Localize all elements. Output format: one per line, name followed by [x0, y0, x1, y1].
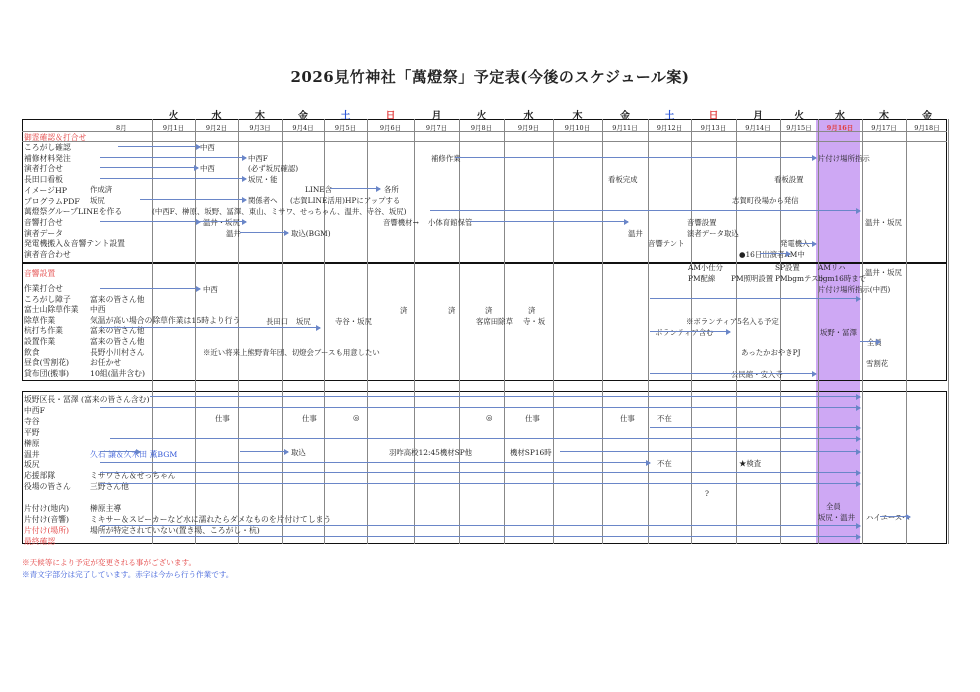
schedule-entry: 看板設置 — [774, 175, 804, 184]
schedule-entry: ハイエースへ — [866, 513, 910, 522]
day-of-week: 日 — [385, 111, 396, 122]
day-of-week: 水 — [211, 111, 222, 122]
timeline-arrow — [100, 525, 860, 526]
schedule-entry: 関係者へ — [248, 196, 278, 205]
schedule-entry: 演者データ取込 — [687, 229, 739, 238]
schedule-entry: 中西 — [203, 285, 218, 294]
timeline-arrow — [100, 178, 246, 179]
timeline-arrow — [650, 298, 860, 299]
timeline-arrow — [650, 427, 860, 428]
row-detail: 富来の皆さん他 — [90, 326, 145, 336]
schedule-entry: 坂尻・温井 — [818, 513, 855, 522]
schedule-entry: (必ず坂尻確認) — [248, 164, 299, 173]
row-label: 片付け(場所) — [24, 525, 70, 535]
row-label: 作業打合せ — [24, 284, 63, 293]
date-cell: 9月5日 — [334, 124, 357, 132]
timeline-arrow — [430, 210, 860, 211]
row-label: 除草作業 — [24, 315, 56, 325]
grid-line — [282, 119, 283, 544]
schedule-entry: 不在 — [657, 414, 672, 423]
day-of-week: 火 — [794, 111, 804, 122]
row-label: 榊原 — [24, 438, 40, 448]
schedule-entry: 全員 — [826, 502, 841, 511]
schedule-entry: あったかおやきPJ — [741, 348, 801, 357]
timeline-arrow — [100, 157, 246, 158]
schedule-entry: 客席田除草 — [476, 317, 513, 326]
schedule-entry: 温井・坂尻 — [865, 268, 902, 277]
date-cell: 9月14日 — [745, 124, 771, 132]
row-detail: 久石 譲＆久木田 薫BGM — [90, 449, 178, 459]
grid-line — [22, 141, 947, 142]
day-of-week: 木 — [255, 111, 265, 122]
schedule-entry: 寺谷・坂尻 — [335, 317, 372, 326]
row-label: 演者データ — [24, 228, 63, 238]
timeline-arrow — [110, 438, 860, 439]
schedule-entry: 仕事 — [525, 414, 540, 423]
row-label: 萬燈祭グループLINEを作る — [24, 207, 123, 217]
schedule-entry: 取込 — [291, 448, 306, 457]
schedule-entry: (中西F、榊原、坂野、冨澤、東山、ミサワ、せっちゃん、温井、寺谷、坂尻) — [152, 207, 407, 216]
row-label: 貸布団(搬事) — [24, 368, 70, 378]
row-label: 杭打ち作業 — [24, 326, 63, 336]
timeline-arrow — [330, 188, 380, 189]
row-label: 発電機搬入＆音響テント設置 — [24, 239, 125, 249]
grid-line — [504, 119, 505, 544]
schedule-entry: 済 — [448, 306, 456, 315]
timeline-arrow — [560, 451, 860, 452]
timeline-arrow — [118, 146, 200, 147]
row-label: 演者音合わせ — [24, 250, 71, 259]
timeline-arrow — [100, 483, 860, 484]
row-label: 役場の皆さん — [24, 482, 71, 492]
row-label: 温井 — [24, 449, 40, 459]
schedule-entry: AMリハ — [818, 263, 846, 272]
row-label: 補修材料発注 — [24, 153, 71, 163]
day-of-week: 木 — [572, 111, 583, 122]
schedule-entry: 取込(BGM) — [291, 229, 331, 238]
schedule-entry: 仕事 — [302, 414, 317, 423]
timeline-arrow — [240, 232, 288, 233]
schedule-entry: 不在 — [657, 459, 672, 468]
schedule-entry: 坂尻 — [90, 196, 105, 205]
row-label: ころがし確認 — [24, 143, 71, 152]
date-cell: 9月2日 — [205, 124, 228, 132]
section-header: 御霊確認＆打合せ — [24, 133, 87, 142]
schedule-entry: ◎ — [486, 413, 493, 422]
schedule-entry: 済 — [400, 306, 408, 315]
schedule-entry: 音響機材→ — [383, 218, 419, 227]
date-cell: 9月7日 — [425, 124, 448, 132]
timeline-arrow — [100, 536, 860, 537]
grid-line — [818, 119, 819, 544]
schedule-entry: 音響設置 — [687, 218, 717, 227]
schedule-entry: 片付け場所指示(中西) — [818, 285, 891, 294]
schedule-entry: 作成済 — [90, 185, 113, 194]
schedule-entry: AM小仕分 — [688, 263, 724, 272]
date-cell: 9月13日 — [700, 124, 727, 132]
date-cell: 9月3日 — [249, 124, 271, 132]
schedule-entry: 温井 — [226, 229, 241, 238]
day-of-week: 金 — [922, 111, 932, 122]
timeline-arrow — [455, 157, 816, 158]
day-of-week: 日 — [708, 111, 719, 122]
row-label: 坂野区長・冨澤 (富来の皆さん含む) — [24, 395, 150, 404]
row-label: 長田口看板 — [24, 175, 63, 185]
day-of-week: 月 — [753, 111, 763, 122]
grid-line — [862, 119, 863, 544]
schedule-entry: SP設置 — [775, 263, 800, 272]
grid-line — [736, 119, 737, 544]
schedule-entry: 小体育館保管 — [428, 218, 473, 227]
timeline-arrow — [100, 327, 320, 328]
schedule-entry: 坂尻・能 — [248, 175, 278, 184]
schedule-entry: 温井・坂尻 — [865, 218, 902, 227]
timeline-arrow — [100, 462, 650, 463]
grid-line — [195, 119, 196, 544]
schedule-entry: PM照明設置 — [731, 274, 774, 283]
timeline-arrow — [100, 167, 198, 168]
date-cell: 9月8日 — [470, 124, 493, 132]
grid-line — [553, 119, 554, 544]
date-cell: 9月10日 — [564, 124, 591, 132]
row-detail: 10組(温井含む) — [90, 368, 145, 378]
day-of-week: 土 — [664, 111, 675, 122]
schedule-entry: 全員 — [867, 338, 882, 347]
row-detail: 長野小川村さん — [90, 347, 145, 357]
timeline-arrow — [760, 253, 790, 254]
timeline-arrow — [100, 407, 860, 408]
schedule-entry: ◎ — [353, 413, 360, 422]
grid-line — [648, 119, 649, 544]
row-label: プログラムPDF — [24, 196, 80, 206]
schedule-entry: 各所 — [384, 185, 399, 194]
date-cell: 9月17日 — [871, 124, 897, 132]
note-legend: ※青文字部分は完了しています。赤字は今から行う作業です。 — [22, 570, 234, 579]
schedule-entry: (志賀LINE活用)HPにアップする — [290, 196, 401, 205]
section-header: 音響設置 — [24, 269, 56, 278]
timeline-arrow — [650, 331, 730, 332]
timeline-arrow — [100, 288, 200, 289]
date-cell: 9月1日 — [162, 124, 185, 132]
row-detail: 気温が高い場合の除草作業は15時より行う — [90, 315, 241, 325]
timeline-arrow — [860, 341, 880, 342]
timeline-arrow — [240, 451, 288, 452]
schedule-entry: bgm16時まで — [818, 274, 867, 283]
row-detail: 三野さん他 — [90, 482, 129, 492]
schedule-entry: 坂尻 — [296, 317, 311, 326]
timeline-arrow — [470, 221, 628, 222]
timeline-arrow — [100, 451, 140, 452]
grid-line — [324, 119, 325, 544]
schedule-entry: 寺・坂 — [523, 317, 546, 326]
row-label: 片付け(地内) — [24, 504, 70, 513]
grid-line — [602, 119, 603, 544]
day-of-week: 水 — [835, 111, 845, 122]
day-of-week: 金 — [620, 111, 630, 122]
page-title: 2026見竹神社「萬燈祭」予定表(今後のスケジュール案) — [290, 68, 690, 86]
row-detail: 富来の皆さん他 — [90, 294, 145, 304]
grid-line — [459, 119, 460, 544]
row-detail: ミキサー＆スピーカーなど水に濡れたらダメなものを片付けてしまう — [90, 514, 332, 524]
schedule-entry: 看板完成 — [608, 175, 638, 184]
row-label: 設置作業 — [24, 337, 56, 346]
schedule-entry: 雪割花 — [866, 359, 889, 368]
timeline-arrow — [800, 243, 816, 244]
row-label: 最終確認 — [24, 536, 56, 546]
schedule-entry: 仕事 — [215, 414, 230, 423]
row-label: 坂尻 — [24, 460, 40, 470]
day-of-week: 月 — [431, 111, 442, 122]
grid-line — [238, 119, 239, 544]
month-label: 8月 — [116, 124, 127, 132]
schedule-entry: 発電機入 — [780, 239, 810, 248]
schedule-entry: 補修作業 — [431, 154, 461, 163]
row-detail: ミサワさん＆せっちゃん — [90, 471, 176, 481]
schedule-entry: 音響テント — [648, 239, 685, 248]
schedule-entry: 温井 — [628, 229, 643, 238]
schedule-entry: 機材SP16時 — [510, 448, 552, 457]
date-cell: 9月15日 — [786, 124, 812, 132]
day-of-week: 火 — [476, 111, 487, 122]
note-weather: ※天候等により予定が変更される事がございます。 — [22, 558, 197, 567]
timeline-arrow — [100, 221, 246, 222]
schedule-entry: 羽咋高校12:45機材SP他 — [389, 448, 473, 457]
timeline-arrow — [100, 472, 860, 473]
date-cell: 9月11日 — [612, 124, 638, 132]
row-label: 昼食(雪割花) — [24, 358, 70, 368]
timeline-arrow — [880, 516, 910, 517]
row-detail: お任かせ — [90, 358, 122, 368]
row-label: 音響打合せ — [24, 217, 63, 227]
schedule-entry: 温井・坂尻 — [203, 218, 240, 227]
row-label: 平野 — [24, 427, 40, 437]
row-detail: 場所が特定されていない(置き場、ころがし・杭) — [90, 525, 260, 535]
date-cell: 9月9日 — [517, 124, 540, 132]
schedule-entry: 中西F — [248, 154, 268, 163]
row-detail: 富来の皆さん他 — [90, 337, 145, 346]
day-of-week: 火 — [168, 111, 179, 122]
day-of-week: 水 — [523, 111, 534, 122]
timeline-arrow — [140, 199, 246, 200]
schedule-entry: PM配線 — [688, 274, 716, 283]
row-label: 寺谷 — [24, 416, 40, 426]
date-cell: 9月16日 — [826, 124, 854, 132]
timeline-arrow — [650, 373, 816, 374]
row-label: 片付け(音響) — [24, 514, 70, 524]
schedule-entry: PMbgmテスト — [775, 274, 826, 283]
row-label: イメージHP — [24, 185, 67, 195]
grid-line — [22, 131, 947, 132]
schedule-entry: ※ボランティア5名入る予定 — [686, 317, 779, 326]
schedule-entry: 中西 — [200, 164, 215, 173]
row-label: ころがし障子 — [24, 294, 71, 304]
schedule-entry: 済 — [485, 306, 493, 315]
schedule-entry: 済 — [528, 306, 536, 315]
schedule-entry: 片付け場所指示 — [818, 154, 870, 163]
schedule-entry: 坂野・冨澤 — [820, 328, 857, 337]
day-of-week: 木 — [879, 111, 889, 122]
row-label: 富士山除草作業 — [24, 305, 79, 315]
day-of-week: 金 — [298, 111, 308, 122]
timeline-arrow — [150, 396, 860, 397]
schedule-entry: 中西 — [200, 143, 215, 152]
date-cell: 9月12日 — [656, 124, 683, 132]
schedule-entry: ★検査 — [739, 459, 762, 468]
row-label: 飲食 — [24, 347, 40, 357]
grid-line — [906, 119, 907, 544]
schedule-entry: LINE含 — [305, 185, 333, 194]
row-label: 演者打合せ — [24, 164, 63, 174]
row-label: 応援部隊 — [24, 471, 56, 481]
grid-line — [948, 119, 949, 544]
schedule-entry: 仕事 — [620, 414, 635, 423]
schedule-entry: 長田口 — [266, 317, 289, 326]
date-cell: 9月4日 — [292, 124, 314, 132]
date-cell: 9月6日 — [379, 124, 402, 132]
row-detail: 榊原主導 — [90, 504, 122, 513]
schedule-entry: ボランティア含む — [655, 328, 714, 337]
grid-line — [367, 119, 368, 544]
row-detail: 中西 — [90, 305, 106, 315]
schedule-entry: 志賀町役場から発信 — [732, 196, 799, 205]
grid-line — [414, 119, 415, 544]
schedule-entry: ●16日出演者AM中 — [739, 250, 805, 259]
date-cell: 9月18日 — [914, 124, 940, 132]
schedule-entry: ※近い将来上熊野青年団、切燈会ブースも用意したい — [203, 348, 380, 357]
schedule-entry: 公民館・安入寺 — [731, 370, 783, 379]
schedule-entry: ? — [705, 489, 709, 498]
day-of-week: 土 — [340, 111, 351, 122]
row-label: 中西F — [24, 405, 46, 415]
